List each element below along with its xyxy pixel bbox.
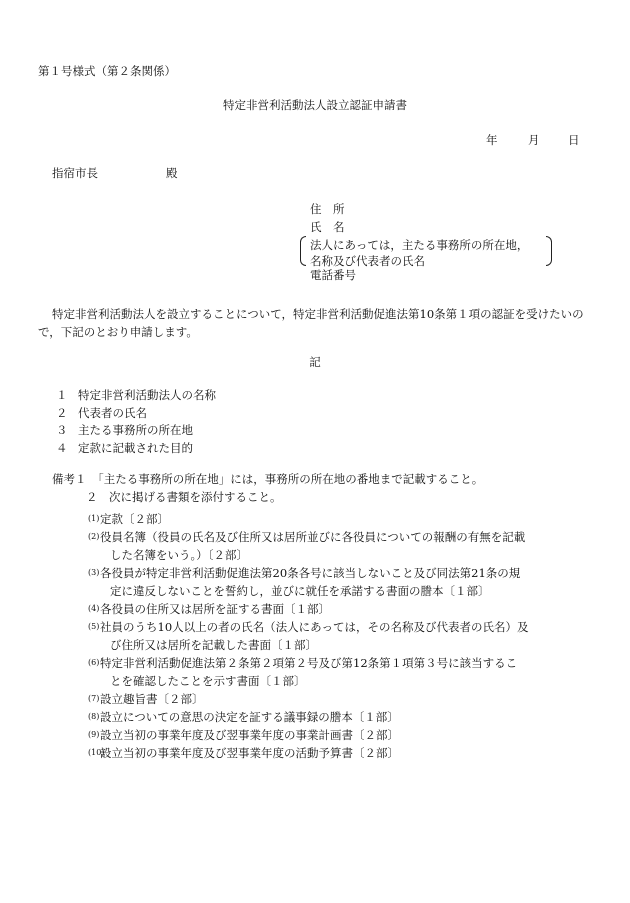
addressee-honorific: 殿: [166, 166, 178, 180]
attachment-item: (8) 設立についての意思の決定を証する議事録の謄本〔１部〕: [88, 710, 399, 724]
name-label: 氏 名: [310, 219, 345, 234]
note-1: 備考１ 「主たる事務所の所在地」には，事務所の所在地の番地まで記載すること。: [52, 472, 484, 486]
attachment-item: (10) 設立当初の事業年度及び翌事業年度の活動予算書〔２部〕: [88, 746, 399, 760]
date-month: 月: [528, 133, 540, 147]
notes-section: [52, 474, 612, 762]
request-text: 特定非営利活動法人を設立することについて，特定非営利活動促進法第10条第１項の認証を受けたいので，下記のとおり申請します。: [38, 307, 584, 339]
form-number: 第１号様式（第２条関係）: [38, 64, 176, 78]
attachment-item: (9) 設立当初の事業年度及び翌事業年度の事業計画書〔２部〕: [88, 728, 399, 742]
note-2: ２ 次に掲げる書類を添付すること。: [86, 490, 282, 504]
bracket-right: [546, 236, 552, 266]
ki-heading: 記: [309, 355, 321, 369]
attachment-item: (5) 社員のうち10人以上の者の氏名（法人にあっては，その名称及び代表者の氏名）及 び住所又は居所を記載した書面〔１部〕: [88, 620, 529, 652]
attachment-item: (6) 特定非営利活動促進法第２条第２項第２号及び第12条第１項第３号に該当するこ とを確認したことを示す書面〔１部〕: [88, 656, 518, 688]
addressee-name: 指宿市長: [52, 166, 98, 180]
list-item: ３ 主たる事務所の所在地: [56, 423, 193, 437]
attachment-item: (4) 各役員の住所又は居所を証する書面〔１部〕: [88, 602, 330, 616]
corporation-note-line-1: 法人にあっては，主たる事務所の所在地，: [310, 238, 529, 252]
attachment-item: (1) 定款〔２部〕: [88, 512, 169, 526]
attachment-item: (2) 役員名簿（役員の氏名及び住所又は居所並びに各役員についての報酬の有無を記載 した名簿をいう。）〔２部〕: [88, 530, 526, 562]
corporation-note-line-2: 名称及び代表者の氏名: [310, 254, 425, 268]
date-year: 年: [486, 133, 498, 147]
list-item: ２ 代表者の氏名: [56, 405, 147, 420]
bracket-left: [300, 236, 306, 266]
date-day: 日: [568, 133, 580, 147]
phone-label: 電話番号: [310, 268, 356, 282]
list-item: ４ 定款に記載された目的: [56, 440, 193, 455]
item-list: [56, 390, 216, 460]
document-title: 特定非営利活動法人設立認証申請書: [223, 98, 407, 112]
list-item: １ 特定非営利活動法人の名称: [56, 388, 216, 402]
address-label: 住 所: [310, 202, 345, 216]
attachment-item: (3) 各役員が特定非営利活動促進法第20条各号に該当しないこと及び同法第21条の規 定に違反しないことを誓約し，並びに就任を承諾する書面の謄本〔１部〕: [88, 566, 521, 598]
attachment-item: (7) 設立趣旨書〔２部〕: [88, 692, 204, 706]
corporation-note: [300, 236, 552, 266]
applicant-block: [310, 204, 345, 239]
